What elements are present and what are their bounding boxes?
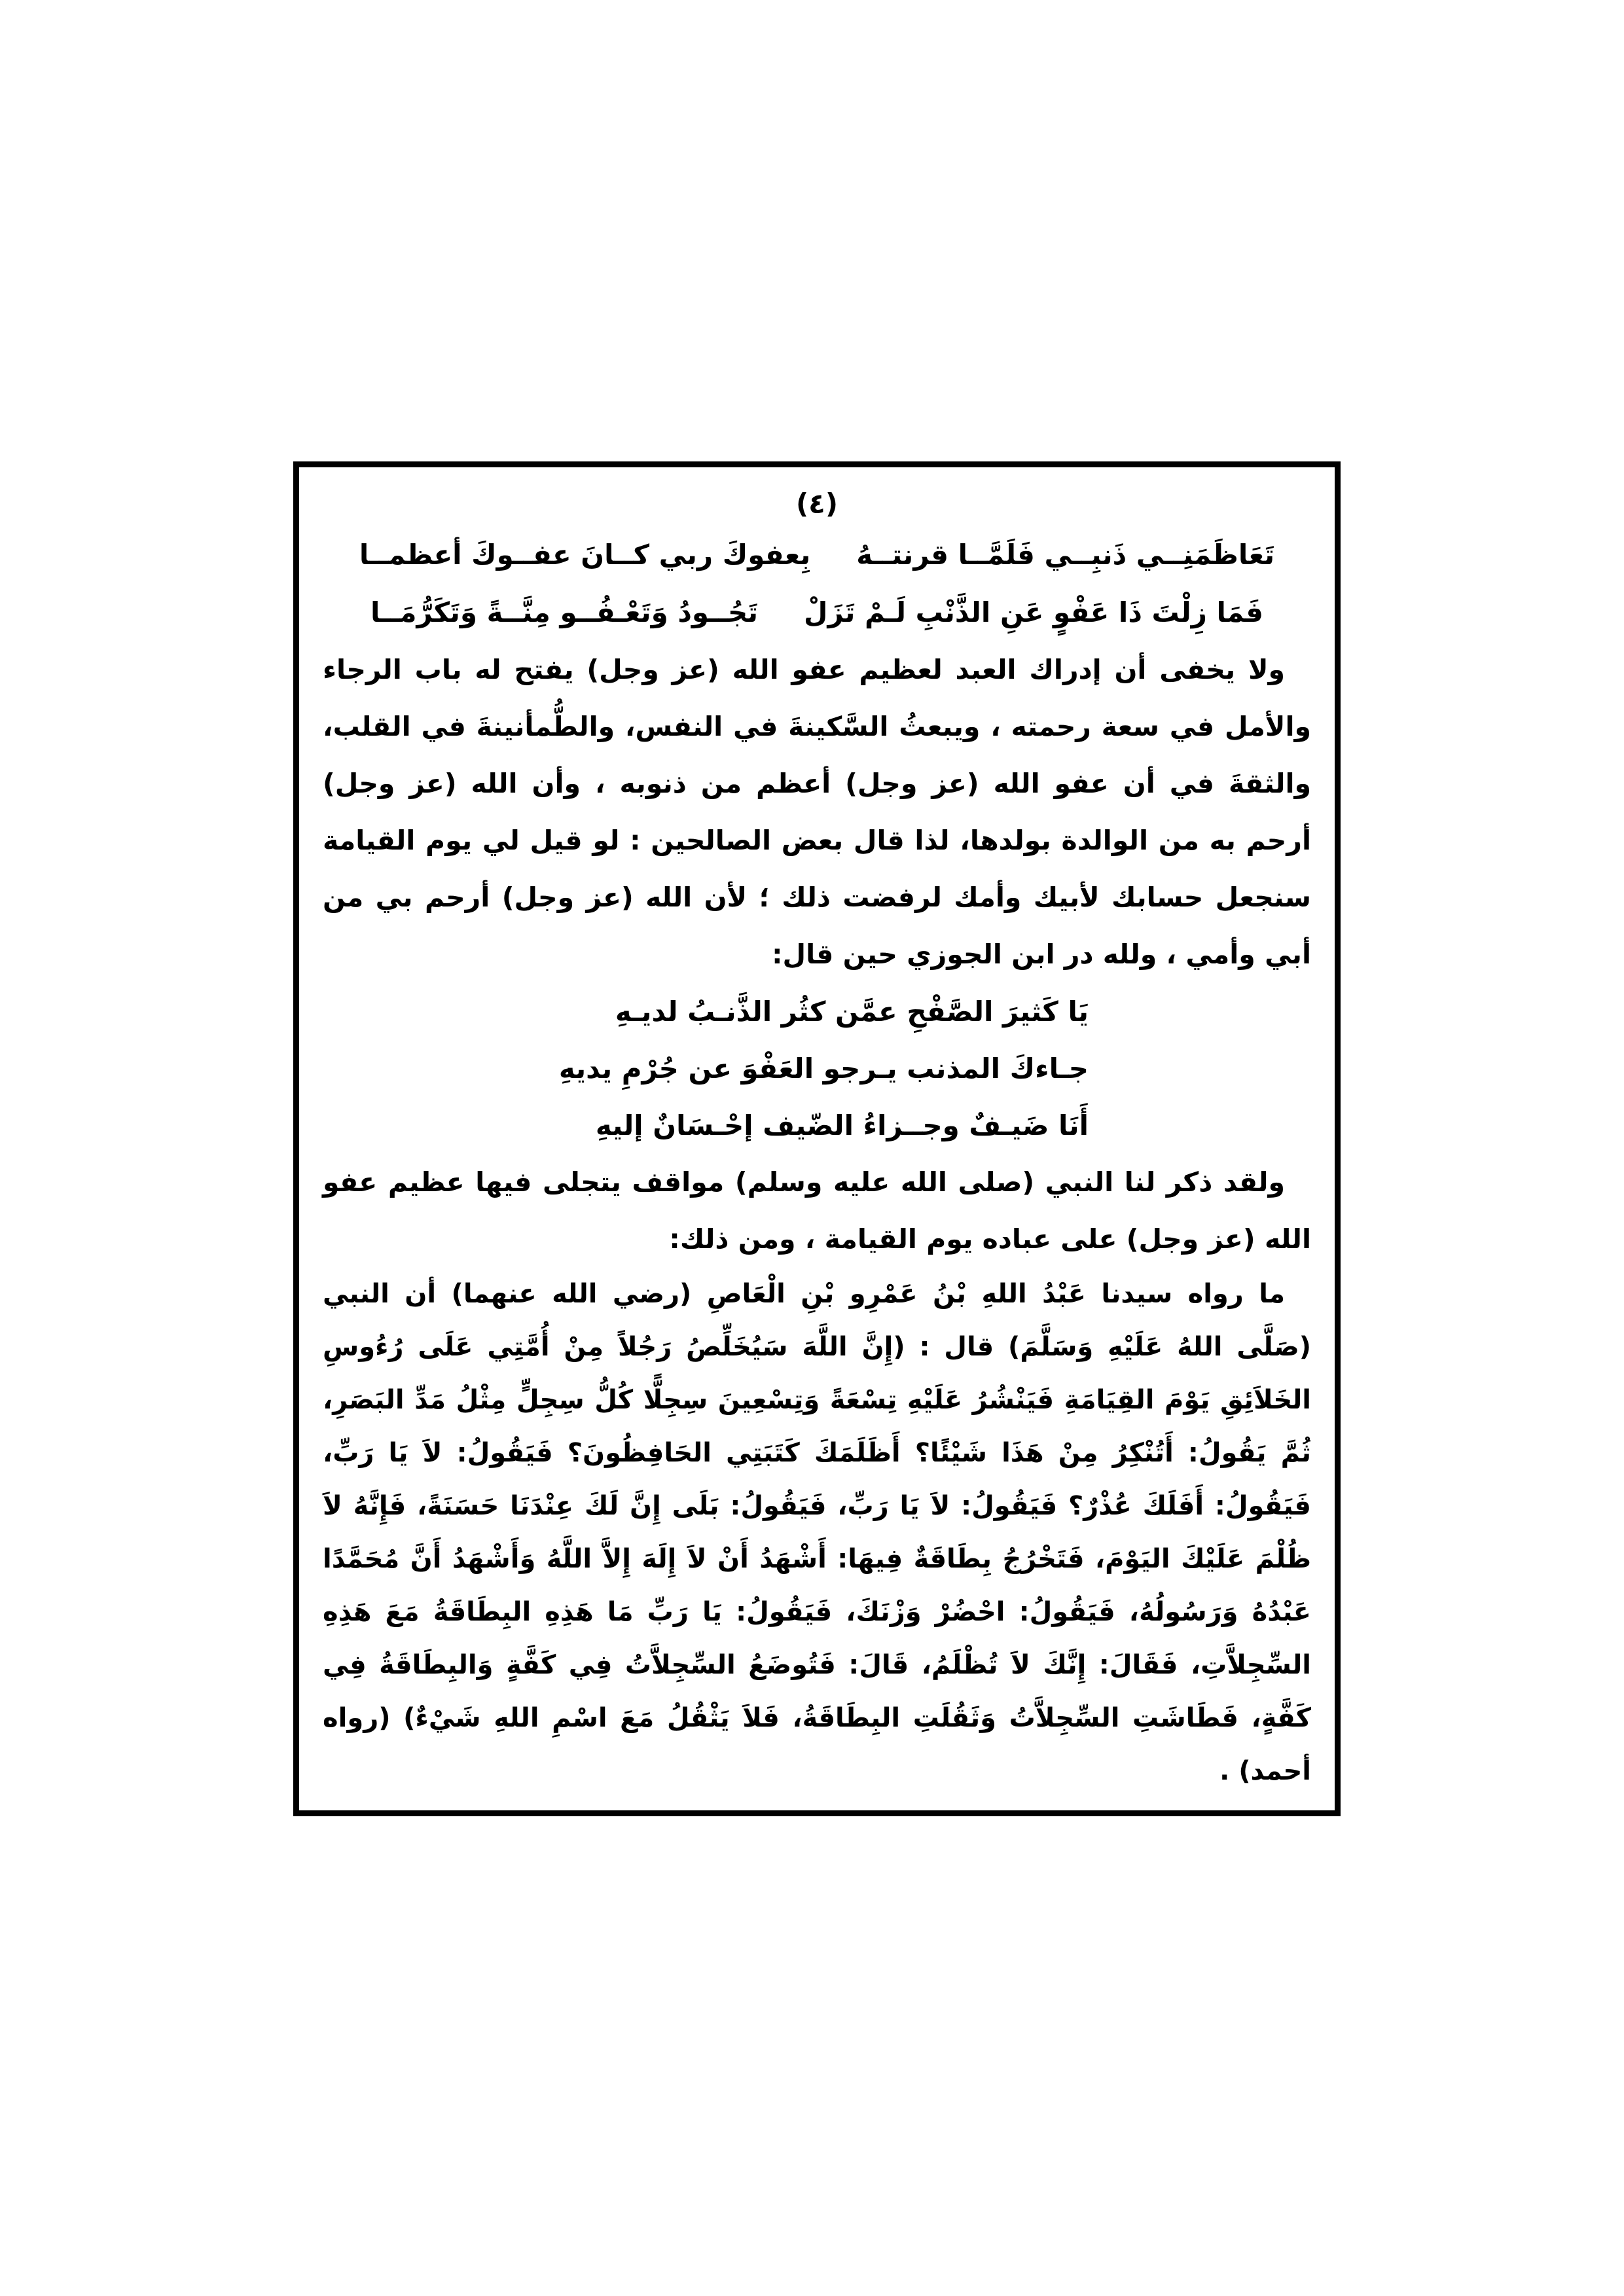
verse-second-half: بِعفوكَ ربي كــانَ عفــوكَ أعظمــا — [359, 539, 811, 571]
poem-ibn-al-jawzi — [323, 983, 1311, 1154]
verse-row — [323, 526, 1311, 584]
hadith-text: ما رواه سيدنا عَبْدُ اللهِ بْنُ عَمْرِو بْنِ الْعَاصِ (رضي الله عنهما) أن النبي (صَلَّى اللهُ عَلَيْهِ وَسَلَّمَ) قال : (إِنَّ اللَّهَ سَيُخَلِّصُ رَجُلاً مِنْ أُمَّتِي عَلَى رُءُوسِ الخَلاَئِقِ يَوْمَ القِيَامَةِ فَيَنْشُرُ عَلَيْهِ تِسْعَةً وَتِسْعِينَ سِجِلًّا كُلُّ سِجِلٍّ مِثْلُ مَدِّ البَصَرِ، ثُمَّ يَقُولُ: أَتُنْكِرُ مِنْ هَذَا شَيْئًا؟ أَظَلَمَكَ كَتَبَتِي الحَافِظُونَ؟ فَيَقُولُ: لاَ يَا رَبِّ، فَيَقُولُ: أَفَلَكَ عُذْرٌ؟ فَيَقُولُ: لاَ يَا رَبِّ، فَيَقُولُ: بَلَى إِنَّ لَكَ عِنْدَنَا حَسَنَةً، فَإِنَّهُ لاَ ظُلْمَ عَلَيْكَ اليَوْمَ، فَتَخْرُجُ بِطَاقَةٌ فِيهَا: أَشْهَدُ أَنْ لاَ إِلَهَ إِلاَّ اللَّهُ وَأَشْهَدُ أَنَّ مُحَمَّدًا عَبْدُهُ وَرَسُولُهُ، فَيَقُولُ: احْضُرْ وَزْنَكَ، فَيَقُولُ: يَا رَبِّ مَا هَذِهِ البِطَاقَةُ مَعَ هَذِهِ السِّجِلاَّتِ، فَقَالَ: إِنَّكَ لاَ تُظْلَمُ، قَالَ: فَتُوضَعُ السِّجِلاَّتُ فِي كَفَّةٍ وَالبِطَاقَةُ فِي كَفَّةٍ، فَطَاشَتِ السِّجِلاَّتُ وَثَقُلَتِ البِطَاقَةُ، فَلاَ يَثْقُلُ مَعَ اسْمِ اللهِ شَيْءٌ) (رواه أحمد) . — [323, 1279, 1311, 1786]
verse-row — [323, 584, 1311, 641]
poem-line: أَنَا ضَيـفٌ وجــزاءُ الضّيف إحْـسَانٌ إليهِ — [595, 1109, 1089, 1141]
paragraph-forgiveness: ولا يخفى أن إدراك العبد لعظيم عفو الله (عز وجل) يفتح له باب الرجاء والأمل في سعة رحمته ، ويبعثُ السَّكينةَ في النفس، والطُّمأنينةَ في القلب، والثقةَ في أن عفو الله (عز وجل) أعظم من ذنوبه ، وأن الله (عز وجل) أرحم به من الوالدة بولدها، لذا قال بعض الصالحين : لو قيل لي يوم القيامة سنجعل حسابك لأبيك وأمك لرفضت ذلك ؛ لأن الله (عز وجل) أرحم بي من أبي وأمي ، ولله در ابن الجوزي حين قال: — [323, 654, 1311, 970]
verse-first-half: فَمَا زِلْتَ ذَا عَفْوٍ عَنِ الذَّنْبِ لَـمْ تَزَلْ — [804, 596, 1263, 628]
paragraph-intro: ولقد ذكر لنا النبي (صلى الله عليه وسلم) مواقف يتجلى فيها عظيم عفو الله (عز وجل) على عباده يوم القيامة ، ومن ذلك: — [323, 1166, 1311, 1255]
poem-line: جـاءكَ المذنب يـرجو العَفْوَ عن جُرْمِ يديهِ — [558, 1052, 1089, 1085]
page-frame — [293, 461, 1341, 1816]
verse-second-half: تَجُــودُ وَتَعْـفُــو مِنَّــةً وَتَكَرُّمَــا — [370, 596, 759, 628]
page-number: (٤) — [795, 488, 839, 520]
poem-line: يَا كَثيرَ الصَّفْحِ عمَّن كثُر الذَّنـبُ لديـهِ — [615, 996, 1089, 1028]
verse-first-half: تَعَاظَمَنِــي ذَنبِــي فَلَمَّــا قرنتــهُ — [856, 539, 1275, 571]
